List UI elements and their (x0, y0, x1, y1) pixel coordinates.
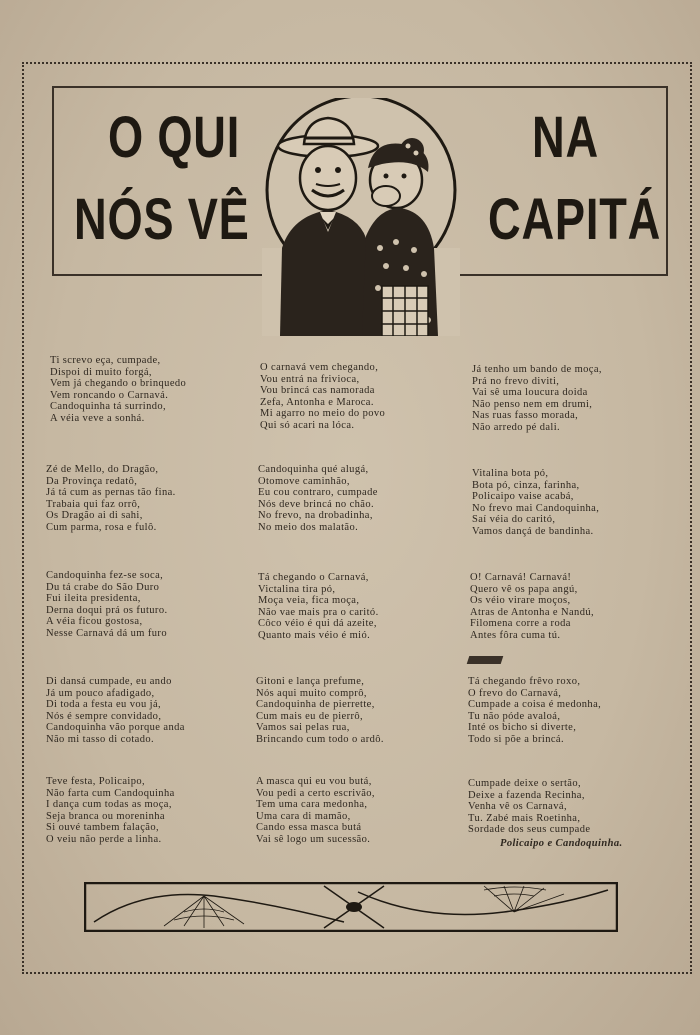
stanza-c3-1: Já tenho um bando de moça, Prá no frevo diviti, Vai sê uma loucura doida Não penso nem em drumi, Nas ruas fasso morada, Não arredo pé dali. (472, 364, 602, 433)
stanza-c3-5: Cumpade deixe o sertão, Deixe a fazenda Recinha, Venha vê os Carnavá, Tu. Zabé mais Roetinha, Sordade dos seus cumpade (468, 778, 591, 836)
title-left-bottom: NÓS VÊ (74, 187, 250, 252)
stanza-divider-mark (467, 656, 504, 664)
stanza-c3-2: Vitalina bota pó, Bota pó, cinza, farinha, Policaipo vaise acabá, No frevo mai Candoquinha, Saí véia do caritó, Vamos dançá de bandinha. (472, 468, 600, 537)
signature: Policaipo e Candoquinha. (500, 838, 623, 849)
stanza-c2-4: Gitoni e lança prefume, Nós aqui muito comprô, Candoquinha de pierrette, Cum mais eu de pierrô, Vamos sai pelas rua, Brincando cum todo o ardô. (256, 676, 384, 745)
stanza-c1-2: Zé de Mello, do Dragão, Da Provinça redatô, Já tá cum as pernas tão fina. Trabaia qui faz orrô, Os Dragão ai di sahi, Cum parma, rosa e fulô. (46, 464, 176, 533)
stanza-c3-3: O! Carnavá! Carnavá! Quero vê os papa angú, Os véio virare moços, Atras de Antonha e Nandú, Filomena corre a roda Antes fôra cuma tú. (470, 572, 595, 641)
bottom-ornament (84, 882, 618, 932)
stanza-c3-4: Tá chegando frêvo roxo, O frevo do Carnavá, Cumpade a coisa é medonha, Tu não póde avaloá, Inté os bicho si diverte, Todo si põe a brincá. (468, 676, 602, 745)
stanza-c2-3: Tá chegando o Carnavá, Victalina tira pó, Moça veia, fica moça, Não vae mais pra o caritó. Côco véio é qui dá azeite, Quanto mais véio é mió. (258, 572, 379, 641)
stanza-c1-3: Candoquinha fez-se soca, Du tá crabe do São Duro Fui ileita presidenta, Derna doqui prá os futuro. A véia ficou gostosa, Nesse Carnavá dá um furo (46, 570, 168, 639)
title-right-top: NA (532, 105, 599, 170)
stanza-c2-1: O carnavá vem chegando, Vou entrá na frivioca, Vou brincá cas namorada Zefa, Antonha e Maroca. Mi agarro no meio do povo Qui só acari na lóca. (260, 362, 386, 431)
title-right-bottom: CAPITÁ (488, 187, 662, 252)
couple-illustration (262, 98, 460, 336)
stanza-c1-4: Di dansá cumpade, eu ando Já um pouco afadigado, Di toda a festa eu vou já, Nós é sempre convidado, Candoquinha vão porque anda Não mi tasso di cotado. (46, 676, 185, 745)
stanza-c2-5: A masca qui eu vou butá, Vou pedi a certo escrivão, Tem uma cara medonha, Uma cara di mamão, Cando essa masca butá Vai sê logo um sucessão. (256, 776, 375, 845)
stanza-c1-1: Ti screvo eça, cumpade, Dispoi di muito forgá, Vem já chegando o brinquedo Vem roncando o Carnavá. Candoquinha tá surrindo, A véia veve a sonhá. (50, 355, 187, 424)
title-left-top: O QUI (108, 105, 241, 170)
stanza-c2-2: Candoquinha qué alugá, Otomove caminhão, Eu cou contraro, cumpade Nós deve brincá no chão. No frevo, na drobadinha, No meio dos malatão. (258, 464, 378, 533)
stanza-c1-5: Teve festa, Policaipo, Não farta cum Candoquinha I dança cum todas as moça, Seja branca ou moreninha Si ouvé tambem falação, O veiu não perde a linha. (46, 776, 175, 845)
